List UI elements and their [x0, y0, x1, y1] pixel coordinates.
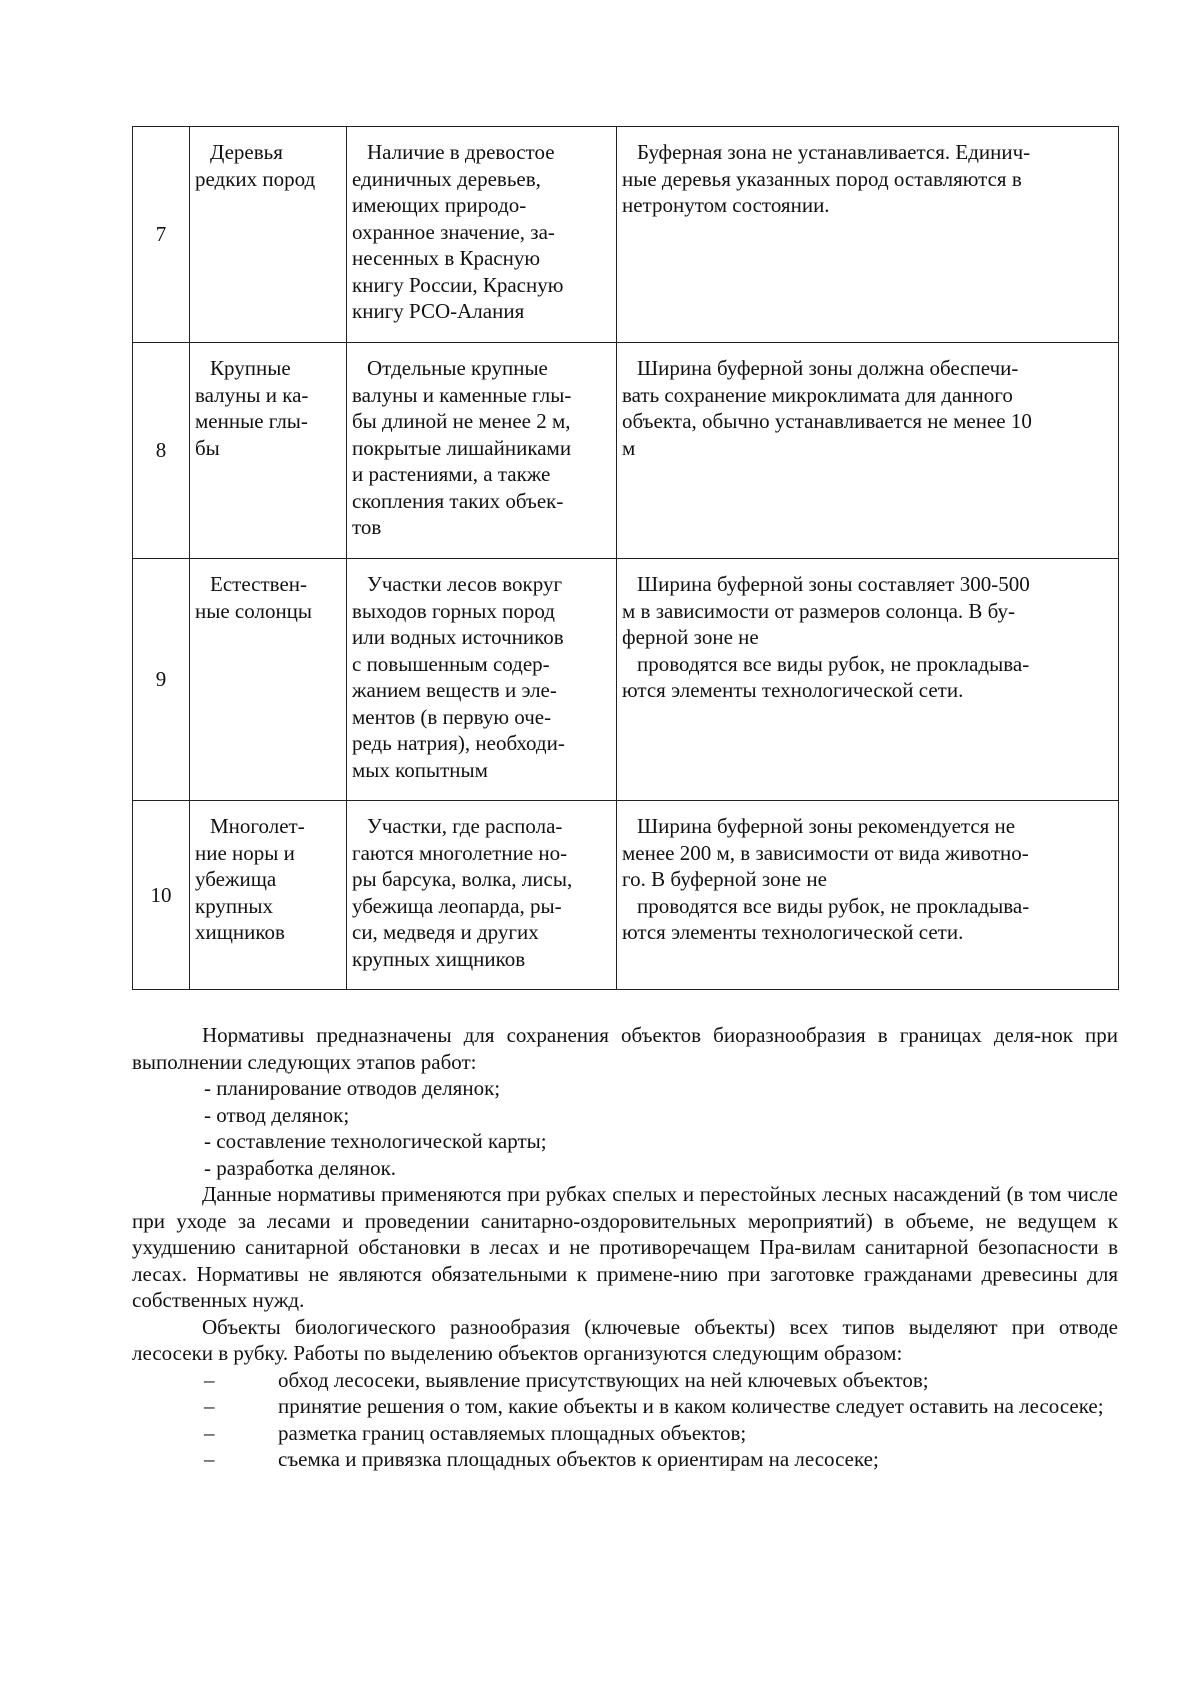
object-name-cell [190, 801, 347, 990]
list-item-text: обход лесосеки, выявление присутствующих на ней ключевых объектов; [278, 1367, 929, 1392]
cell-line: Участки, где распола- [367, 814, 563, 838]
cell-line: Ширина буферной зоны составляет 300-500 [637, 572, 1030, 596]
dash-marker: – [204, 1447, 215, 1471]
list-item [132, 1446, 1118, 1473]
body-text [132, 1022, 1118, 1473]
cell-line: редь натрия), необходи- [352, 731, 565, 755]
cell-line: объекта, обычно устанавливается не менее 10 [622, 409, 1032, 433]
cell-line: Буферная зона не устанавливается. Единич- [637, 140, 1031, 164]
object-name-cell [190, 559, 347, 801]
row-number: 8 [133, 343, 190, 559]
buffer-zone-requirement-cell [617, 559, 1119, 801]
cell-line: убежища [195, 867, 277, 891]
cell-line: бы длиной не менее 2 м, [352, 409, 571, 433]
cell-line: ные деревья указанных пород оставляются в [622, 166, 1022, 191]
cell-line: несенных в Красную [352, 246, 541, 270]
cell-line: Участки лесов вокруг [367, 572, 563, 596]
cell-line: проводятся все виды рубок, не прокладыва- [637, 651, 1030, 676]
cell-line: ются элементы технологической сети. [622, 678, 964, 702]
list-item: - разработка делянок. [204, 1155, 397, 1180]
cell-line: ные солонцы [195, 598, 313, 623]
object-description-cell [347, 801, 617, 990]
cell-line: ются элементы технологической сети. [622, 920, 964, 944]
cell-line: имеющих природо- [352, 193, 527, 217]
list-item-text: принятие решения о том, какие объекты и в каком количестве следует оставить на лесосеке; [278, 1394, 1104, 1418]
cell-line: покрытые лишайниками [352, 435, 572, 460]
cell-line: ры барсука, волка, лисы, [352, 867, 573, 891]
cell-line: книгу России, Красную [352, 272, 564, 297]
row-number: 10 [133, 801, 190, 990]
table-row [133, 343, 1119, 559]
cell-line: си, медведя и других [352, 920, 539, 944]
cell-line: проводятся все виды рубок, не прокладыва- [637, 893, 1030, 918]
list-item: - отвод делянок; [204, 1102, 350, 1127]
cell-line: Естествен- [210, 572, 308, 596]
cell-line: Наличие в древостое [367, 140, 555, 164]
cell-line: единичных деревьев, [352, 166, 541, 191]
list-item-text: разметка границ оставляемых площадных объектов; [278, 1420, 747, 1445]
row-number: 7 [133, 127, 190, 343]
table-row [133, 127, 1119, 343]
cell-line: го. В буферной зоне не [622, 867, 827, 891]
list-item-text: съемка и привязка площадных объектов к ориентирам на лесосеке; [278, 1447, 879, 1471]
list-item [132, 1420, 1118, 1447]
cell-line: тов [352, 515, 382, 539]
cell-line: хищников [195, 920, 285, 944]
dash-marker: – [204, 1420, 215, 1445]
cell-line: Ширина буферной зоны рекомендуется не [637, 814, 1016, 838]
cell-line: м в зависимости от размеров солонца. В бу- [622, 598, 1016, 623]
list-item: - планирование отводов делянок; [204, 1076, 501, 1100]
cell-line: крупных хищников [352, 946, 526, 971]
list-item [132, 1367, 1118, 1394]
cell-line: книгу РСО-Алания [352, 299, 525, 323]
dash-marker: – [204, 1367, 215, 1392]
cell-line: менные глы- [195, 409, 308, 433]
cell-line: валуны и каменные глы- [352, 382, 572, 407]
cell-line: ментов (в первую оче- [352, 704, 552, 729]
paragraph: Данные нормативы применяются при рубках спелых и перестойных лесных насаждений (в том числе при уходе за лесами и проведении санитарно-оздоровительных мероприятий) в объеме, не ведущем к ухудшению санитарной обстановки в лесах и не противоречащем Пра-вилам санитарной безопасности в лесах. Нормативы не являются обязательными к примене-нию при заготовке гражданами древесины для собственных нужд. [132, 1182, 1118, 1312]
cell-line: валуны и ка- [195, 382, 309, 407]
cell-line: менее 200 м, в зависимости от вида животно- [622, 840, 1029, 865]
cell-line: крупных [195, 893, 274, 918]
object-description-cell [347, 127, 617, 343]
cell-line: Многолет- [210, 814, 305, 838]
paragraph: Объекты биологического разнообразия (ключевые объекты) всех типов выделяют при отводе лесосеки в рубку. Работы по выделению объектов организуются следующим образом: [132, 1314, 1118, 1365]
object-name-cell [190, 343, 347, 559]
cell-line: с повышенным содер- [352, 651, 550, 676]
buffer-zone-requirement-cell [617, 801, 1119, 990]
list-item [132, 1393, 1118, 1420]
cell-line: нетронутом состоянии. [622, 193, 830, 217]
cell-line: жанием веществ и эле- [352, 678, 557, 702]
paragraph: Нормативы предназначены для сохранения объектов биоразнообразия в границах деля-нок при выполнении следующих этапов работ: [132, 1023, 1118, 1074]
cell-line: ние норы и [195, 840, 295, 865]
cell-line: или водных источников [352, 625, 564, 649]
cell-line: убежища леопарда, ры- [352, 893, 562, 918]
cell-line: редких пород [195, 166, 316, 191]
cell-line: выходов горных пород [352, 598, 555, 623]
dash-marker: – [204, 1394, 215, 1418]
object-description-cell [347, 343, 617, 559]
biodiversity-objects-table [132, 126, 1119, 990]
buffer-zone-requirement-cell [617, 343, 1119, 559]
row-number: 9 [133, 559, 190, 801]
cell-line: Деревья [210, 140, 283, 164]
object-name-cell [190, 127, 347, 343]
list-item: - составление технологической карты; [204, 1129, 547, 1153]
cell-line: гаются многолетние но- [352, 840, 568, 865]
cell-line: Ширина буферной зоны должна обеспечи- [637, 356, 1019, 380]
cell-line: вать сохранение микроклимата для данного [622, 382, 1013, 407]
cell-line: Отдельные крупные [367, 356, 548, 380]
cell-line: ферной зоне не [622, 625, 759, 649]
table-row [133, 559, 1119, 801]
cell-line: и растениями, а также [352, 462, 551, 486]
cell-line: бы [195, 435, 220, 460]
cell-line: скопления таких объек- [352, 488, 564, 513]
cell-line: Крупные [210, 356, 291, 380]
cell-line: мых копытным [352, 757, 488, 782]
object-description-cell [347, 559, 617, 801]
cell-line: охранное значение, за- [352, 219, 555, 244]
table-row [133, 801, 1119, 990]
buffer-zone-requirement-cell [617, 127, 1119, 343]
cell-line: м [622, 435, 636, 460]
